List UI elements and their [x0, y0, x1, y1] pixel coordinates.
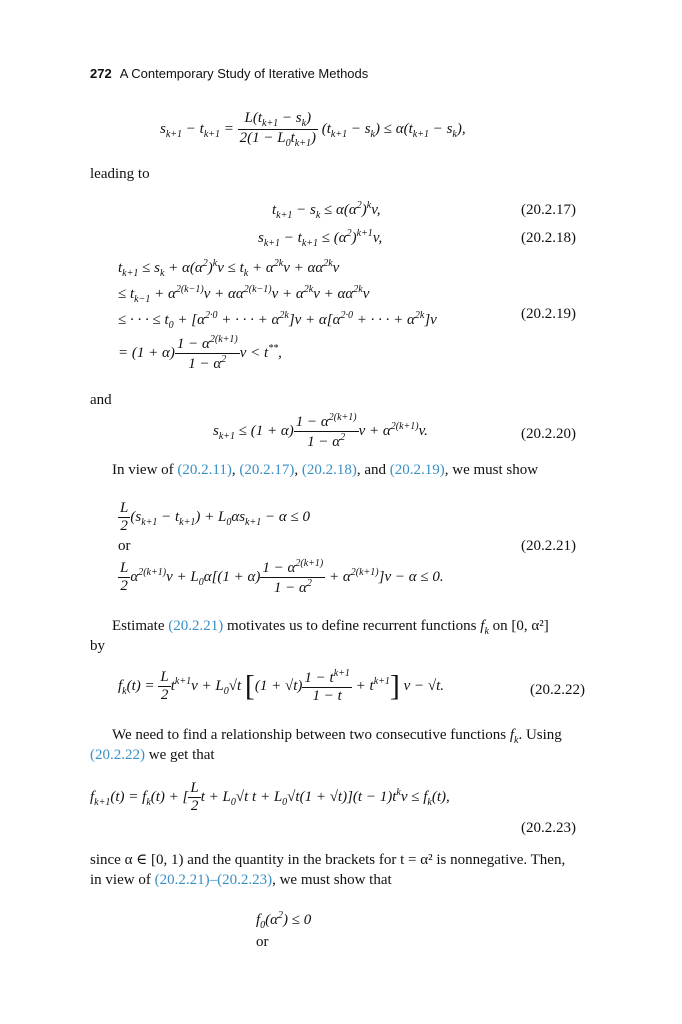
- eqnum-20-2-17: (20.2.17): [521, 202, 576, 218]
- equation-20-2-19-line2: ≤ $t_{k-1} + \alpha^{2(k-1)}v + \alpha\alpha^{2(k-1)}v + \alpha^{2k}v + \alpha\alpha^{2k}v$: [118, 284, 370, 305]
- need-sentence-line2: [90, 745, 215, 765]
- leading-to-text: leading to: [90, 166, 150, 182]
- equation-20-2-21-line1: $\frac{L}{2}$ $(s_{k+1} - t_{k+1}) + L_0\alpha s_{k+1} - \alpha \le 0$: [120, 500, 310, 534]
- ref-20-2-23[interactable]: (20.2.23): [217, 872, 273, 888]
- estimate-suffix: motivates us to define recurrent functions: [223, 618, 477, 634]
- and-text: and: [90, 392, 112, 408]
- or-text-1: or: [118, 538, 131, 554]
- ref-20-2-22[interactable]: (20.2.22): [90, 747, 145, 763]
- equation-20-2-19-line1: $t_{k+1} \le s_k + \alpha(\alpha^2)^kv \le t_k + \alpha^{2k}v + \alpha\alpha^{2k}v$: [118, 258, 340, 279]
- ref-20-2-11[interactable]: (20.2.11): [177, 462, 232, 478]
- in-view-sep1: ,: [231, 462, 240, 478]
- equation-20-2-19-line3: ≤ · · · ≤ $t_0 + [\alpha^{2\cdot 0}$ + · · · + $\alpha^{2k}]v + \alpha[\alpha^{2\cdot 0}$ + · · · + $\alpha^{2k}]v$: [118, 310, 437, 331]
- in-view-sentence: [112, 460, 538, 480]
- since-line2-suffix: , we must show that: [272, 872, 392, 888]
- ref-20-2-18[interactable]: (20.2.18): [301, 462, 357, 478]
- in-view-sep2: ,: [294, 462, 302, 478]
- equation-20-2-22: $f_k(t)$ = $\frac{L}{2}$ $t^{k+1}v + L_0√t$ [(1 + √t) $\frac{1 - t^{k+1}}{1 - t}$ + $t^{k+1}$] v − √t.: [118, 668, 445, 704]
- equation-20-2-20: $s_{k+1} \le (1 + \alpha)$ $\frac{1 - \alpha^{2(k+1)}}{1 - \alpha^2}$ $v + \alpha^{2(k+1)}v$.: [213, 412, 428, 450]
- equation-20-2-21-line2: $\frac{L}{2}$ $\alpha^{2(k+1)}v + L_0\alpha[(1 + \alpha)$ $\frac{1 - \alpha^{2(k+1)}}{1 - \alpha^2}$ + $\alpha^{2(k+1)}]v - \alpha \le 0$.: [120, 558, 444, 596]
- ref-20-2-21-b[interactable]: (20.2.21): [154, 872, 210, 888]
- equation-20-2-17: $t_{k+1} - s_k \le \alpha(\alpha^2)^kv$,: [272, 200, 381, 221]
- need-line1-end: . Using: [518, 727, 562, 743]
- in-view-and: , and: [356, 462, 390, 478]
- since-line2-prefix: in view of: [90, 872, 155, 888]
- or-text-2: or: [256, 934, 269, 950]
- running-header: [90, 66, 368, 81]
- eqnum-20-2-23: (20.2.23): [521, 820, 576, 836]
- running-title: A Contemporary Study of Iterative Methods: [119, 66, 369, 81]
- page-number: 272: [90, 66, 112, 81]
- estimate-sentence: Estimate (20.2.21) motivates us to define recurrent functions $f_k$ on [0, α²]: [112, 618, 549, 637]
- since-line2: [90, 870, 392, 890]
- ref-20-2-19[interactable]: (20.2.19): [389, 462, 445, 478]
- need-sentence-line1: We need to find a relationship between two consecutive functions $f_k$. Using: [112, 727, 562, 746]
- equation-20-2-23: $f_{k+1}(t) = f_k(t)$ + [ $\frac{L}{2}$ $t + L_0√t$ $t + L_0√t(1 + √t)](t - 1)t^kv \le f_k(t)$,: [90, 780, 450, 814]
- equation-top: $s_{k+1} - t_{k+1}$ = $\frac{L(t_{k+1} - s_k)}{2(1 - L_0t_{k+1})}$ $(t_{k+1} - s_k) \le \alpha(t_{k+1} - s_k)$,: [160, 110, 466, 149]
- in-view-suffix: , we must show: [444, 462, 539, 478]
- since-line2-dash: –: [209, 872, 218, 888]
- need-line2-suffix: we get that: [145, 747, 215, 763]
- eqnum-20-2-19: (20.2.19): [521, 306, 576, 322]
- equation-20-2-18: $s_{k+1} - t_{k+1} \le (\alpha^2)^{k+1}v$,: [258, 228, 383, 249]
- equation-f0: $f_0(\alpha^2) \le 0$: [256, 910, 312, 931]
- by-text: by: [90, 638, 105, 654]
- eqnum-20-2-22: (20.2.22): [530, 682, 585, 698]
- estimate-end: on [0, α²]: [492, 618, 549, 634]
- since-line1: since α ∈ [0, 1) and the quantity in the brackets for t = α² is nonnegative. Then,: [90, 852, 566, 868]
- ref-20-2-21[interactable]: (20.2.21): [168, 618, 224, 634]
- eqnum-20-2-21: (20.2.21): [521, 538, 576, 554]
- estimate-prefix: Estimate: [112, 618, 169, 634]
- equation-20-2-19-line4: = (1 + α) $\frac{1 - \alpha^{2(k+1)}}{1 - \alpha^2}$ v < t**,: [118, 334, 282, 372]
- in-view-prefix: In view of: [112, 462, 178, 478]
- ref-20-2-17[interactable]: (20.2.17): [239, 462, 295, 478]
- eqnum-20-2-20: (20.2.20): [521, 426, 576, 442]
- need-line1: We need to find a relationship between two consecutive functions: [112, 727, 507, 743]
- eqnum-20-2-18: (20.2.18): [521, 230, 576, 246]
